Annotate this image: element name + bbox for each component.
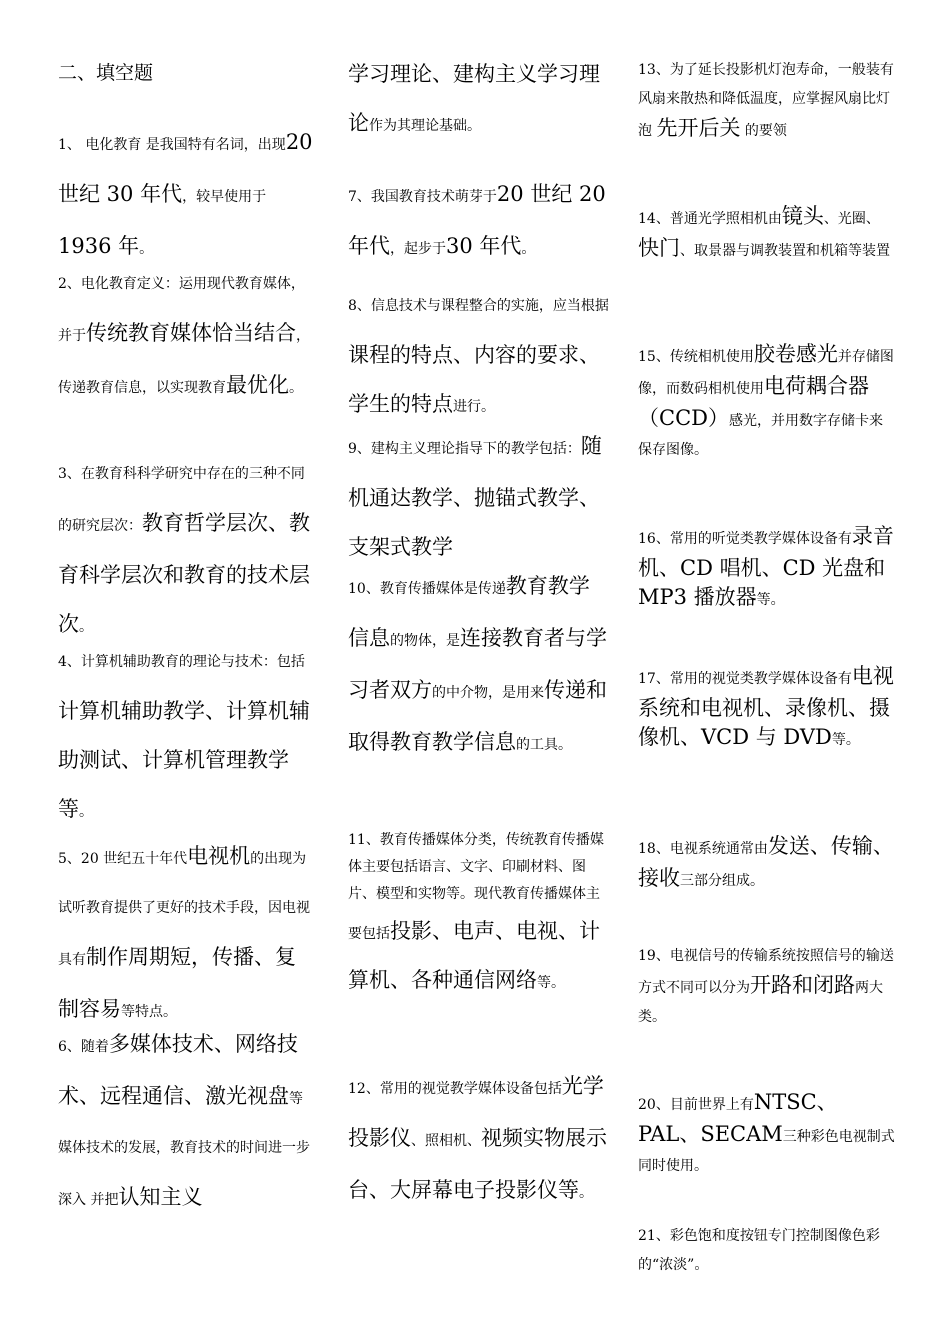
question-text: 三部分组成。 — [680, 873, 764, 889]
question-text: 感光，并用数字存储卡来保存图像。 — [638, 413, 883, 458]
answer-text: 传统教育媒体恰当结合 — [86, 321, 296, 345]
question-item — [58, 450, 316, 652]
answer-text: 教育教学信息 — [348, 574, 590, 650]
question-text: 的出现为试听教育提供了更好的技术手段，因电视具有 — [58, 851, 310, 968]
question-text: 三种彩色电视制式同时使用。 — [638, 1129, 895, 1174]
question-text: 18、电视系统通常由 — [638, 841, 768, 857]
question-item — [58, 832, 316, 1037]
question-text: 7、我国教育技术萌芽于 — [348, 189, 497, 205]
question-item — [58, 260, 316, 413]
question-text: 的物体，是 — [390, 633, 460, 649]
answer-text: 镜头 — [781, 204, 824, 228]
answer-text: 1936 年 — [58, 234, 140, 258]
question-text: 。 — [79, 804, 93, 820]
section-heading: 二、填空题 — [58, 62, 154, 84]
question-text: 两大类。 — [638, 980, 883, 1025]
answer-text: 20 世纪 20 年代 — [348, 182, 606, 258]
answer-text: 多媒体技术、网络技术、远程通信、激光视盘 — [58, 1032, 298, 1108]
answer-text: 视频实物展示台、大屏幕电子投影仪等 — [348, 1126, 607, 1202]
answer-text: 电荷耦合器（CCD） — [638, 374, 869, 430]
answer-text: 胶卷感光 — [753, 342, 838, 366]
question-text: 10、教育传播媒体是传递 — [348, 581, 506, 597]
answer-text: 30 年代 — [446, 234, 522, 258]
question-item — [638, 662, 896, 755]
question-item — [638, 202, 896, 266]
question-item — [58, 1020, 316, 1225]
question-item — [348, 1062, 610, 1218]
answer-text: 传递和取得教育教学信息 — [348, 678, 607, 754]
question-text: 作为其理论基础。 — [369, 118, 481, 134]
question-item — [638, 340, 896, 465]
question-text: 的工具。 — [516, 737, 572, 753]
question-text: 16、常用的听觉类教学媒体设备有 — [638, 531, 852, 547]
question-text: 3、在教育科科学研究中存在的三种不同的研究层次： — [58, 466, 305, 534]
question-item — [348, 826, 610, 1005]
answer-text: 投影、电声、电视、计算机、各种通信网络 — [348, 919, 600, 992]
question-item — [58, 118, 316, 274]
question-item — [348, 170, 610, 274]
answer-text: 录音机、CD 唱机、CD 光盘和 MP3 播放器 — [638, 524, 894, 609]
answer-text: 20 世纪 30 年代 — [58, 130, 313, 206]
question-text: 等媒体技术的发展，教育技术的时间进一步深入 并把 — [58, 1091, 310, 1208]
question-text: 5、20 世纪五十年代 — [58, 851, 188, 867]
question-text: 。 — [579, 1185, 593, 1201]
question-text: 11、教育传播媒体分类，传统教育传播媒体主要包括语言、文字、印刷材料、图片、模型和实物等。现代教育传播媒体主要包括 — [348, 832, 604, 942]
question-text: 等。 — [756, 592, 785, 608]
question-text: 1、 电化教育 是我国特有名词，出现 — [58, 137, 286, 153]
answer-text: 最优化 — [226, 373, 289, 397]
question-text: 、取景器与调教装置和机箱等装置 — [680, 243, 890, 259]
question-text: ，较早使用于 — [182, 189, 267, 205]
question-text: 。 — [139, 241, 154, 257]
question-item — [638, 1222, 896, 1280]
answer-text: 制作周期短，传播、复制容易 — [58, 945, 296, 1021]
question-text: 。 — [79, 619, 93, 635]
question-item — [638, 56, 896, 146]
question-text: 并存储图像，而数码相机使用 — [638, 349, 894, 397]
question-item — [638, 1088, 896, 1181]
question-text: 12、常用的视觉教学媒体设备包括 — [348, 1081, 562, 1097]
question-text: 进行。 — [453, 399, 495, 415]
question-text: 19、电视信号的传输系统按照信号的输送方式不同可以分为 — [638, 948, 894, 996]
answer-text: 电视系统和电视机、录像机、摄像机、VCD 与 DVD — [638, 664, 894, 749]
question-item — [348, 50, 610, 151]
question-text: 。 — [289, 380, 303, 396]
question-item — [638, 522, 896, 615]
question-text: 9、建构主义理论指导下的教学包括： — [348, 441, 581, 457]
answer-text: 教育哲学层次、教育科学层次和教育的技术层次 — [58, 511, 310, 636]
question-text: 、照相机、 — [411, 1133, 481, 1149]
question-item — [348, 422, 610, 572]
question-text: 、光圈、 — [823, 211, 880, 227]
answer-text: 电视机 — [187, 844, 251, 868]
answer-text: 随机通达教学、抛锚式教学、支架式教学 — [348, 434, 602, 559]
question-text: 等。 — [537, 975, 565, 991]
question-text: 的中介物，是用来 — [432, 685, 544, 701]
question-text: 8、信息技术与课程整合的实施，应当根据 — [348, 298, 609, 314]
question-item — [638, 942, 896, 1032]
question-text: 21、彩色饱和度按钮专门控制图像色彩的“浓淡”。 — [638, 1228, 880, 1273]
answer-text: 连接教育者与学习者双方 — [348, 626, 607, 702]
answer-text: 学习理论、建构主义学习理论 — [348, 62, 600, 135]
question-item — [348, 562, 610, 770]
answer-text: 先开后关 — [656, 116, 741, 140]
question-item — [348, 282, 610, 432]
question-text: ，起步于 — [390, 241, 446, 257]
answer-text: 认知主义 — [118, 1185, 203, 1209]
answer-text: 计算机辅助教学、计算机辅助测试、计算机管理教学等 — [58, 699, 310, 821]
answer-text: 光学投影仪 — [348, 1074, 604, 1150]
answer-text: 课程的特点、内容的要求、学生的特点 — [348, 343, 600, 416]
question-text: 等。 — [831, 732, 860, 748]
question-text: 6、随着 — [58, 1039, 109, 1055]
question-text: 的要领 — [740, 123, 787, 139]
question-text: 13、为了延长投影机灯泡寿命，一般装有风扇来散热和降低温度，应掌握风扇比灯泡 — [638, 62, 894, 139]
question-item — [638, 832, 896, 896]
question-text: 17、常用的视觉类教学媒体设备有 — [638, 671, 852, 687]
answer-text: 发送、传输、接收 — [638, 834, 894, 890]
question-text: 15、传统相机使用 — [638, 349, 754, 365]
question-text: 4、计算机辅助教育的理论与技术：包括 — [58, 654, 305, 670]
question-text: 14、普通光学照相机由 — [638, 211, 782, 227]
question-item — [58, 638, 316, 837]
answer-text: NTSC、PAL、SECAM — [638, 1090, 838, 1146]
question-text: 2、电化教育定义：运用现代教育媒体，并于 — [58, 276, 305, 344]
answer-text: 开路和闭路 — [750, 973, 855, 997]
question-text: 等特点。 — [121, 1004, 177, 1020]
question-text: 20、目前世界上有 — [638, 1097, 754, 1113]
question-text: ，传递教育信息，以实现教育 — [58, 328, 310, 396]
answer-text: 快门 — [638, 236, 680, 260]
question-text: 。 — [521, 241, 536, 257]
